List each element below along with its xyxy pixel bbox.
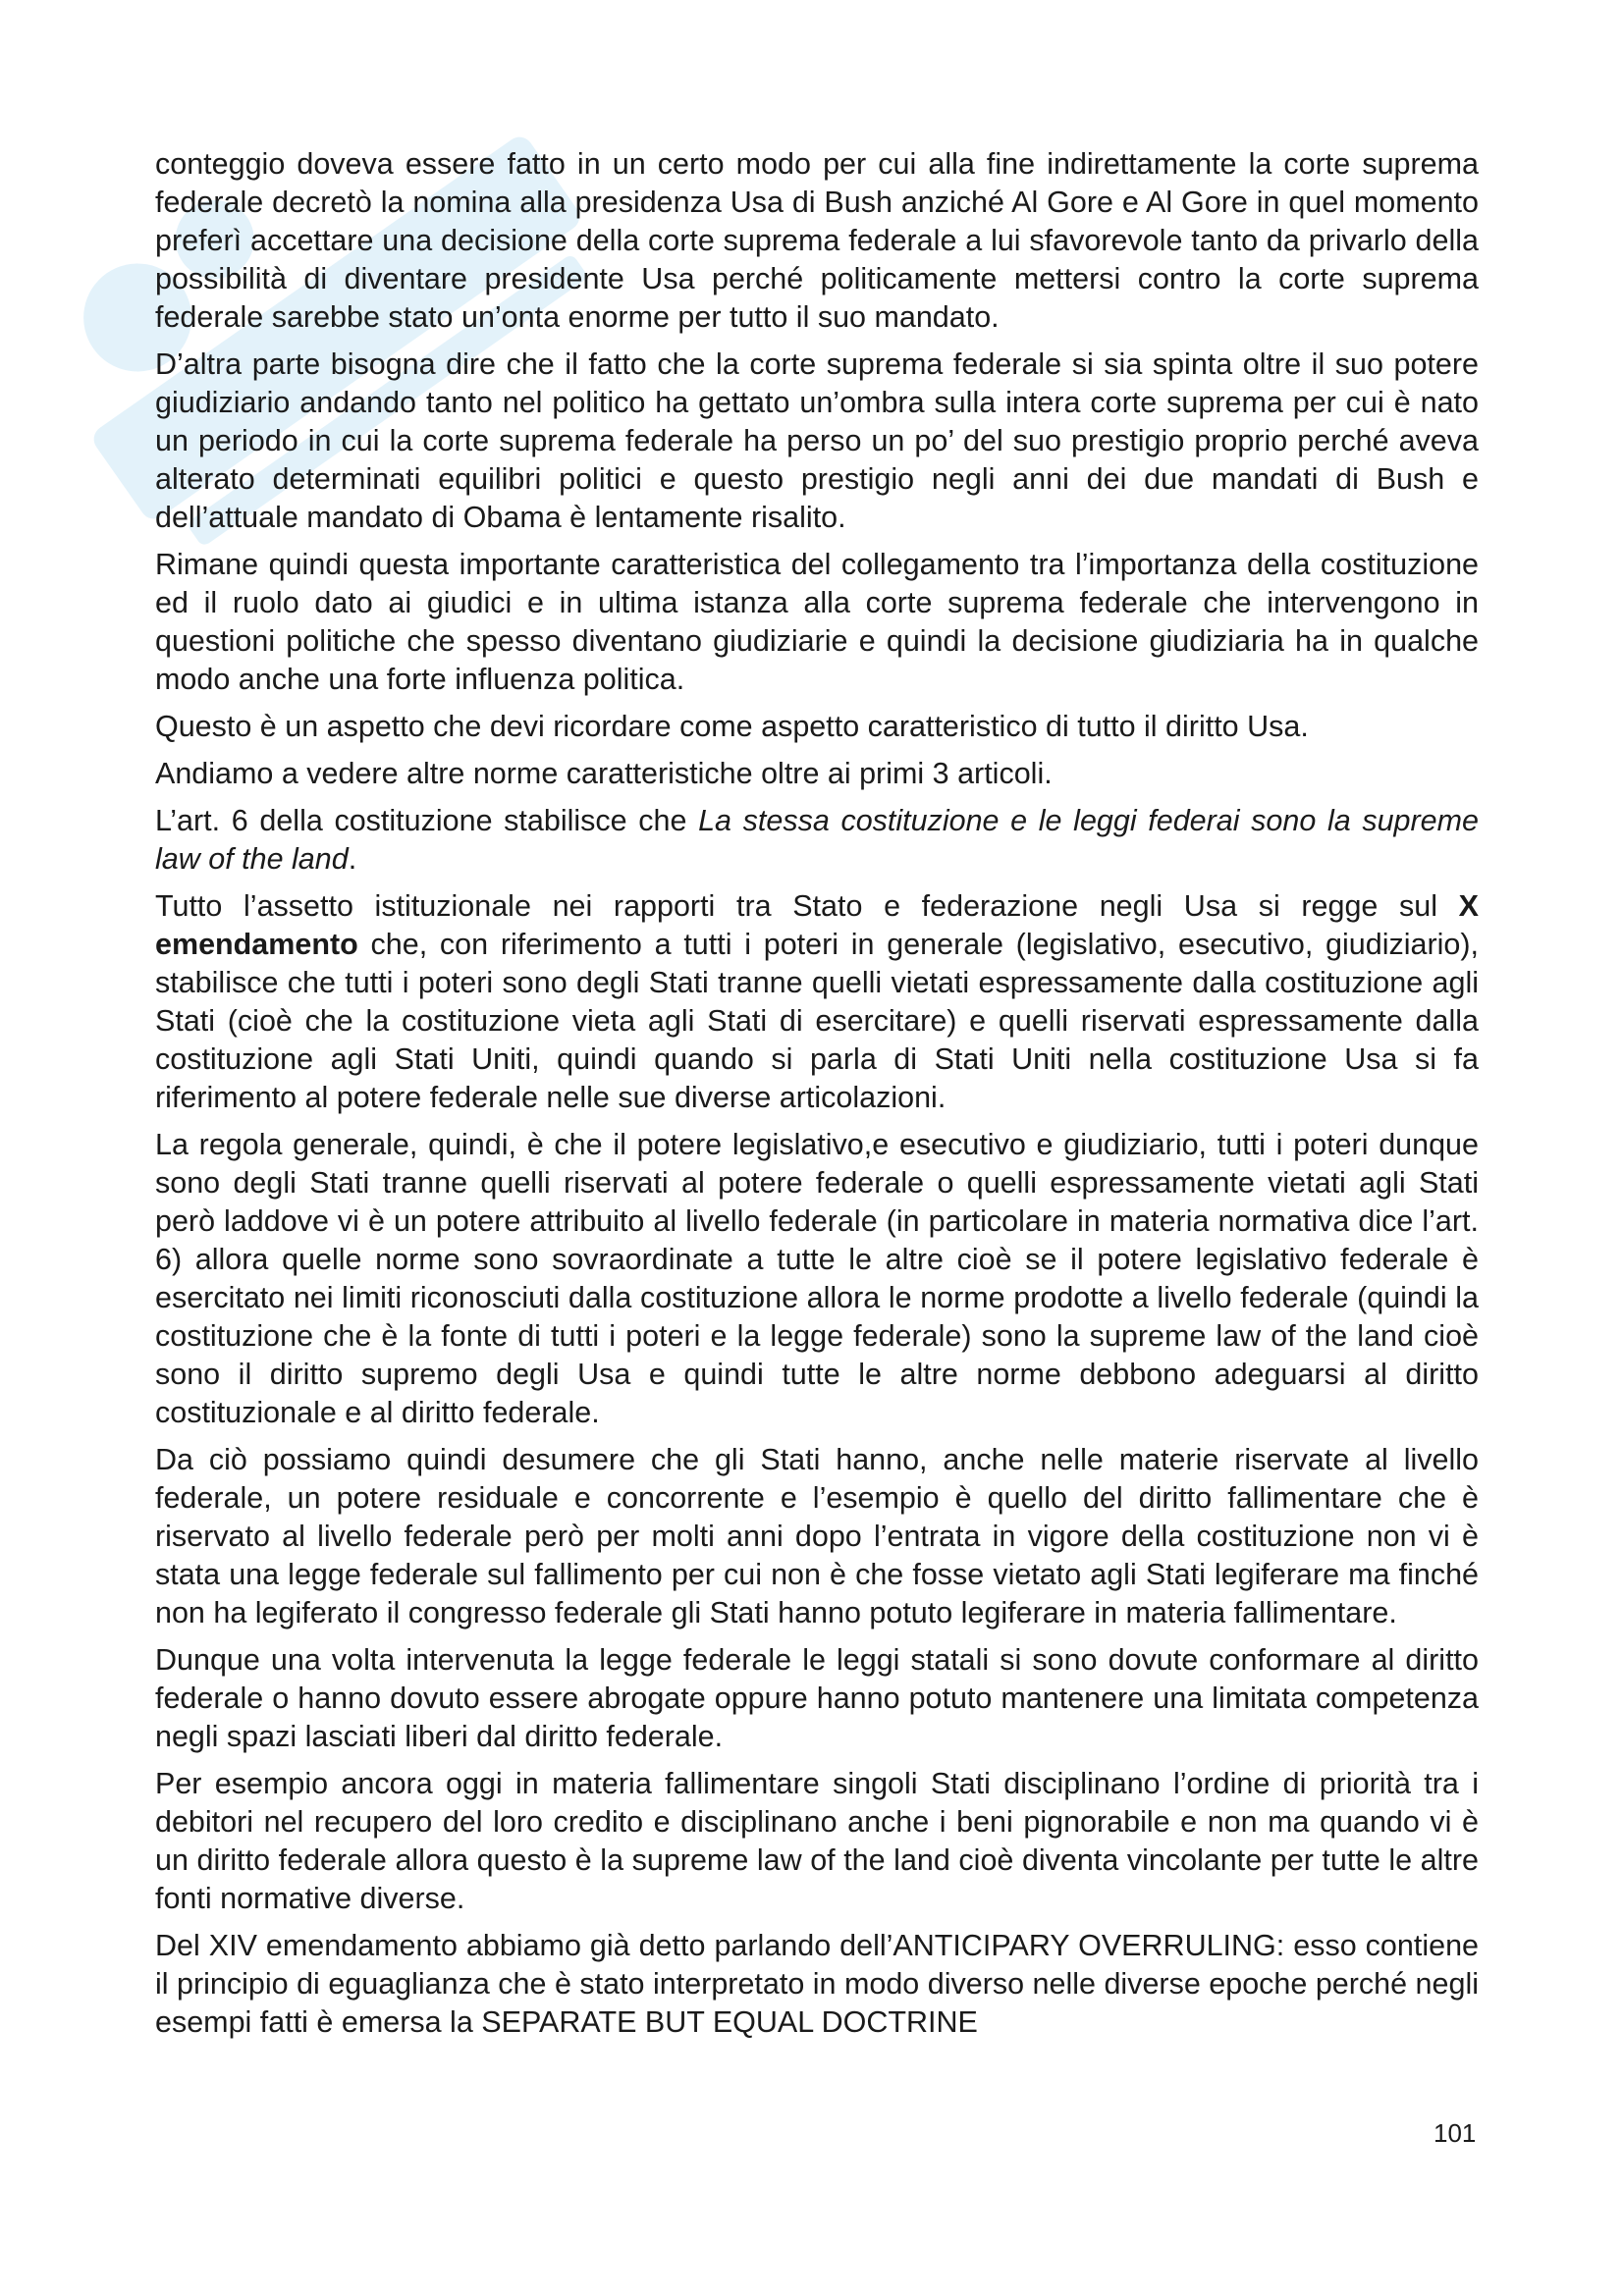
paragraph-2: D’altra parte bisogna dire che il fatto che la corte suprema federale si sia spinta oltre il suo potere giudiziario andando tanto nel politico ha gettato un’ombra sulla intera corte suprema per cui è nato un periodo in cui la corte suprema federale ha perso un po’ del suo prestigio proprio perché aveva alterato determinati equilibri politici e questo prestigio negli anni dei due mandati di Bush e dell’attuale mandato di Obama è lentamente risalito. [155,347,1479,534]
paragraph-6-italic-quote: La stessa costituzione e le leggi federai sono la supreme law of the land [155,804,1479,876]
paragraph-4: Questo è un aspetto che devi ricordare come aspetto caratteristico di tutto il diritto Usa. [155,710,1309,743]
document-body [155,145,1479,2051]
paragraph-8: La regola generale, quindi, è che il potere legislativo,e esecutivo e giudiziario, tutti i poteri dunque sono degli Stati tranne quelli riservati al potere federale o quelli espressamente vietati agli Stati però laddove vi è un potere attribuito al livello federale (in particolare in materia normativa dice l’art. 6) allora quelle norme sono sovraordinate a tutte le altre cioè se il potere legislativo federale è esercitato nei limiti riconosciuti dalla costituzione allora le norme prodotte a livello federale (quindi la costituzione che è la fonte di tutti i poteri e la legge federale) sono la supreme law of the land cioè sono il diritto supremo degli Usa e quindi tutte le altre norme debbono adeguarsi al diritto costituzionale e al diritto federale. [155,1128,1479,1429]
paragraph-7-bold-term: X emendamento [155,889,1479,961]
paragraph-7 [155,887,1479,1117]
paragraph-7-tail: che, con riferimento a tutti i poteri in generale (legislativo, esecutivo, giudiziario), stabilisce che tutti i poteri sono degli Stati tranne quelli vietati espressamente dalla costituzione agli Stati (cioè che la costituzione vieta agli Stati di esercitare) e quelli riservati espressamente dalla costituzione agli Stati Uniti, quindi quando si parla di Stati Uniti nella costituzione Usa si fa riferimento al potere federale nelle sue diverse articolazioni. [155,928,1479,1114]
paragraph-6 [155,802,1479,879]
paragraph-3: Rimane quindi questa importante caratteristica del collegamento tra l’importanza della costituzione ed il ruolo dato ai giudici e in ultima istanza alla corte suprema federale che intervengono in questioni politiche che spesso diventano giudiziarie e quindi la decisione giudiziaria ha in qualche modo anche una forte influenza politica. [155,548,1479,696]
paragraph-7-lead: Tutto l’assetto istituzionale nei rapporti tra Stato e federazione negli Usa si regge sul [155,889,1459,923]
paragraph-6-lead: L’art. 6 della costituzione stabilisce che [155,804,699,837]
paragraph-11: Per esempio ancora oggi in materia fallimentare singoli Stati disciplinano l’ordine di priorità tra i debitori nel recupero del loro credito e disciplinano anche i beni pignorabile e non ma quando vi è un diritto federale allora questo è la supreme law of the land cioè diventa vincolante per tutte le altre fonti normative diverse. [155,1767,1479,1915]
paragraph-12: Del XIV emendamento abbiamo già detto parlando dell’ANTICIPARY OVERRULING: esso contiene il principio di eguaglianza che è stato interpretato in modo diverso nelle diverse epoche perché negli esempi fatti è emersa la SEPARATE BUT EQUAL DOCTRINE [155,1929,1479,2039]
paragraph-5: Andiamo a vedere altre norme caratteristiche oltre ai primi 3 articoli. [155,757,1053,790]
paragraph-9: Da ciò possiamo quindi desumere che gli Stati hanno, anche nelle materie riservate al livello federale, un potere residuale e concorrente e l’esempio è quello del diritto fallimentare che è riservato al livello federale però per molti anni dopo l’entrata in vigore della costituzione non vi è stata una legge federale sul fallimento per cui non è che fosse vietato agli Stati legiferare ma finché non ha legiferato il congresso federale gli Stati hanno potuto legiferare in materia fallimentare. [155,1443,1479,1629]
paragraph-1: conteggio doveva essere fatto in un certo modo per cui alla fine indirettamente la corte suprema federale decretò la nomina alla presidenza Usa di Bush anziché Al Gore e Al Gore in quel momento preferì accettare una decisione della corte suprema federale a lui sfavorevole tanto da privarlo della possibilità di diventare presidente Usa perché politicamente mettersi contro la corte suprema federale sarebbe stato un’onta enorme per tutto il suo mandato. [155,147,1479,334]
paragraph-6-tail: . [348,842,357,876]
paragraph-10: Dunque una volta intervenuta la legge federale le leggi statali si sono dovute conformare al diritto federale o hanno dovuto essere abrogate oppure hanno potuto mantenere una limitata competenza negli spazi lasciati liberi dal diritto federale. [155,1643,1479,1753]
page-number: 101 [1434,2118,1477,2148]
